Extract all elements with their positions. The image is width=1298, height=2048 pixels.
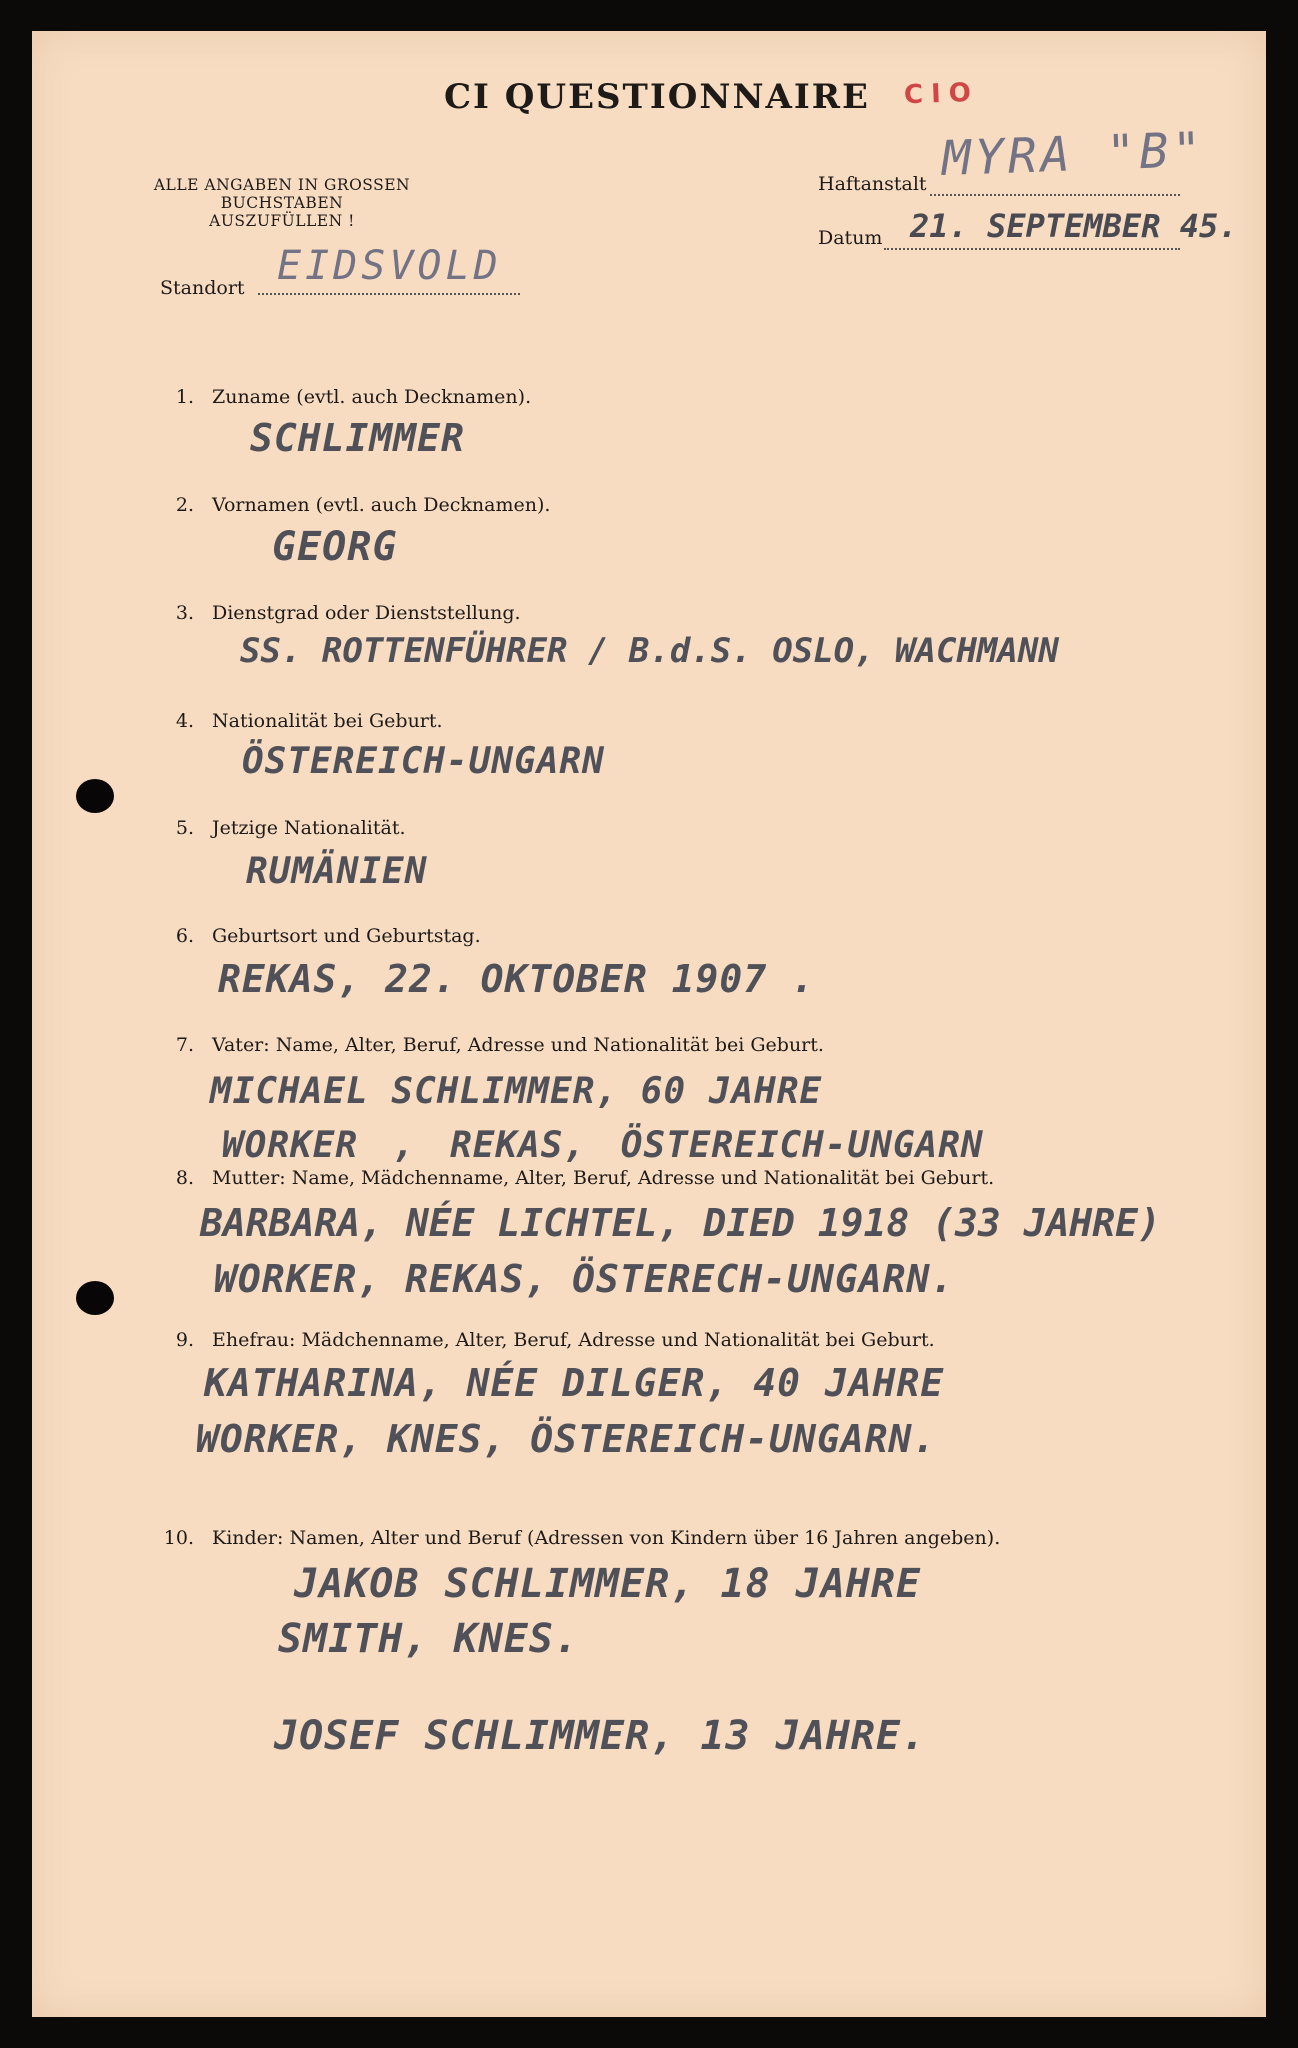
question-4-number: 4.: [175, 710, 194, 732]
question-10-answer-line-3[interactable]: JOSEF SCHLIMMER, 13 JAHRE.: [274, 1713, 927, 1759]
question-8-number: 8.: [175, 1167, 194, 1189]
question-3-answer[interactable]: SS. ROTTENFÜHRER / B.d.S. OSLO, WACHMANN: [240, 631, 1059, 671]
question-8-label: Mutter: Name, Mädchenname, Alter, Beruf, Adresse und Nationalität bei Geburt.: [212, 1167, 995, 1189]
question-4-answer[interactable]: ÖSTEREICH-UNGARN: [242, 741, 605, 782]
haftanstalt-line: [930, 194, 1180, 196]
question-9-answer-line-1[interactable]: KATHARINA, NÉE DILGER, 40 JAHRE: [204, 1361, 945, 1405]
question-6-label: Geburtsort und Geburtstag.: [212, 925, 481, 947]
haftanstalt-label: Haftanstalt: [818, 173, 927, 195]
question-1-number: 1.: [175, 386, 194, 408]
fill-instruction: ALLE ANGABEN IN GROSSEN BUCHSTABEN AUSZUFÜLLEN !: [153, 176, 411, 230]
standort-label: Standort: [160, 277, 245, 299]
question-7-number: 7.: [175, 1034, 194, 1056]
question-8-answer-line-2[interactable]: WORKER, REKAS, ÖSTERECH-UNGARN.: [214, 1257, 955, 1301]
question-9-number: 9.: [175, 1329, 194, 1351]
question-10-number: 10.: [163, 1527, 194, 1549]
question-7-answer-line-1[interactable]: MICHAEL SCHLIMMER, 60 JAHRE: [210, 1071, 823, 1112]
punch-hole-bottom: [76, 1281, 114, 1315]
form-title: CI QUESTIONNAIRE: [444, 77, 870, 117]
punch-hole-top: [76, 779, 114, 813]
question-10-label: Kinder: Namen, Alter und Beruf (Adressen von Kindern über 16 Jahren angeben).: [212, 1527, 1001, 1549]
datum-label: Datum: [818, 227, 883, 249]
question-7-label: Vater: Name, Alter, Beruf, Adresse und Nationalität bei Geburt.: [212, 1034, 824, 1056]
question-2-label: Vornamen (evtl. auch Decknamen).: [212, 494, 551, 516]
question-8-answer-line-1[interactable]: BARBARA, NÉE LICHTEL, DIED 1918 (33 JAHRE): [200, 1201, 1161, 1245]
standort-line: [258, 293, 520, 295]
cio-stamp: CIO: [903, 77, 980, 111]
question-2-number: 2.: [175, 494, 194, 516]
question-6-answer[interactable]: REKAS, 22. OKTOBER 1907 .: [218, 957, 815, 1001]
haftanstalt-value[interactable]: MYRA "B": [941, 121, 1207, 187]
question-9-answer-line-2[interactable]: WORKER, KNES, ÖSTEREICH-UNGARN.: [196, 1417, 937, 1461]
datum-line: [884, 248, 1180, 250]
question-9-label: Ehefrau: Mädchenname, Alter, Beruf, Adresse und Nationalität bei Geburt.: [212, 1329, 935, 1351]
question-10-answer-line-1[interactable]: JAKOB SCHLIMMER, 18 JAHRE: [294, 1561, 922, 1607]
question-5-label: Jetzige Nationalität.: [212, 817, 406, 839]
question-3-label: Dienstgrad oder Dienststellung.: [212, 602, 521, 624]
question-5-answer[interactable]: RUMÄNIEN: [246, 851, 428, 892]
questionnaire-sheet: [32, 31, 1266, 2017]
question-1-answer[interactable]: SCHLIMMER: [250, 416, 465, 460]
question-7-answer-line-2[interactable]: WORKER , REKAS, ÖSTEREICH-UNGARN: [222, 1125, 984, 1166]
question-10-answer-line-2[interactable]: SMITH, KNES.: [278, 1616, 579, 1662]
datum-value[interactable]: 21. SEPTEMBER 45.: [910, 207, 1238, 245]
question-3-number: 3.: [175, 602, 194, 624]
question-4-label: Nationalität bei Geburt.: [212, 710, 443, 732]
question-6-number: 6.: [175, 925, 194, 947]
question-1-label: Zuname (evtl. auch Decknamen).: [212, 386, 532, 408]
question-5-number: 5.: [175, 817, 194, 839]
question-2-answer[interactable]: GEORG: [272, 524, 398, 570]
standort-value[interactable]: EIDSVOLD: [277, 243, 502, 289]
